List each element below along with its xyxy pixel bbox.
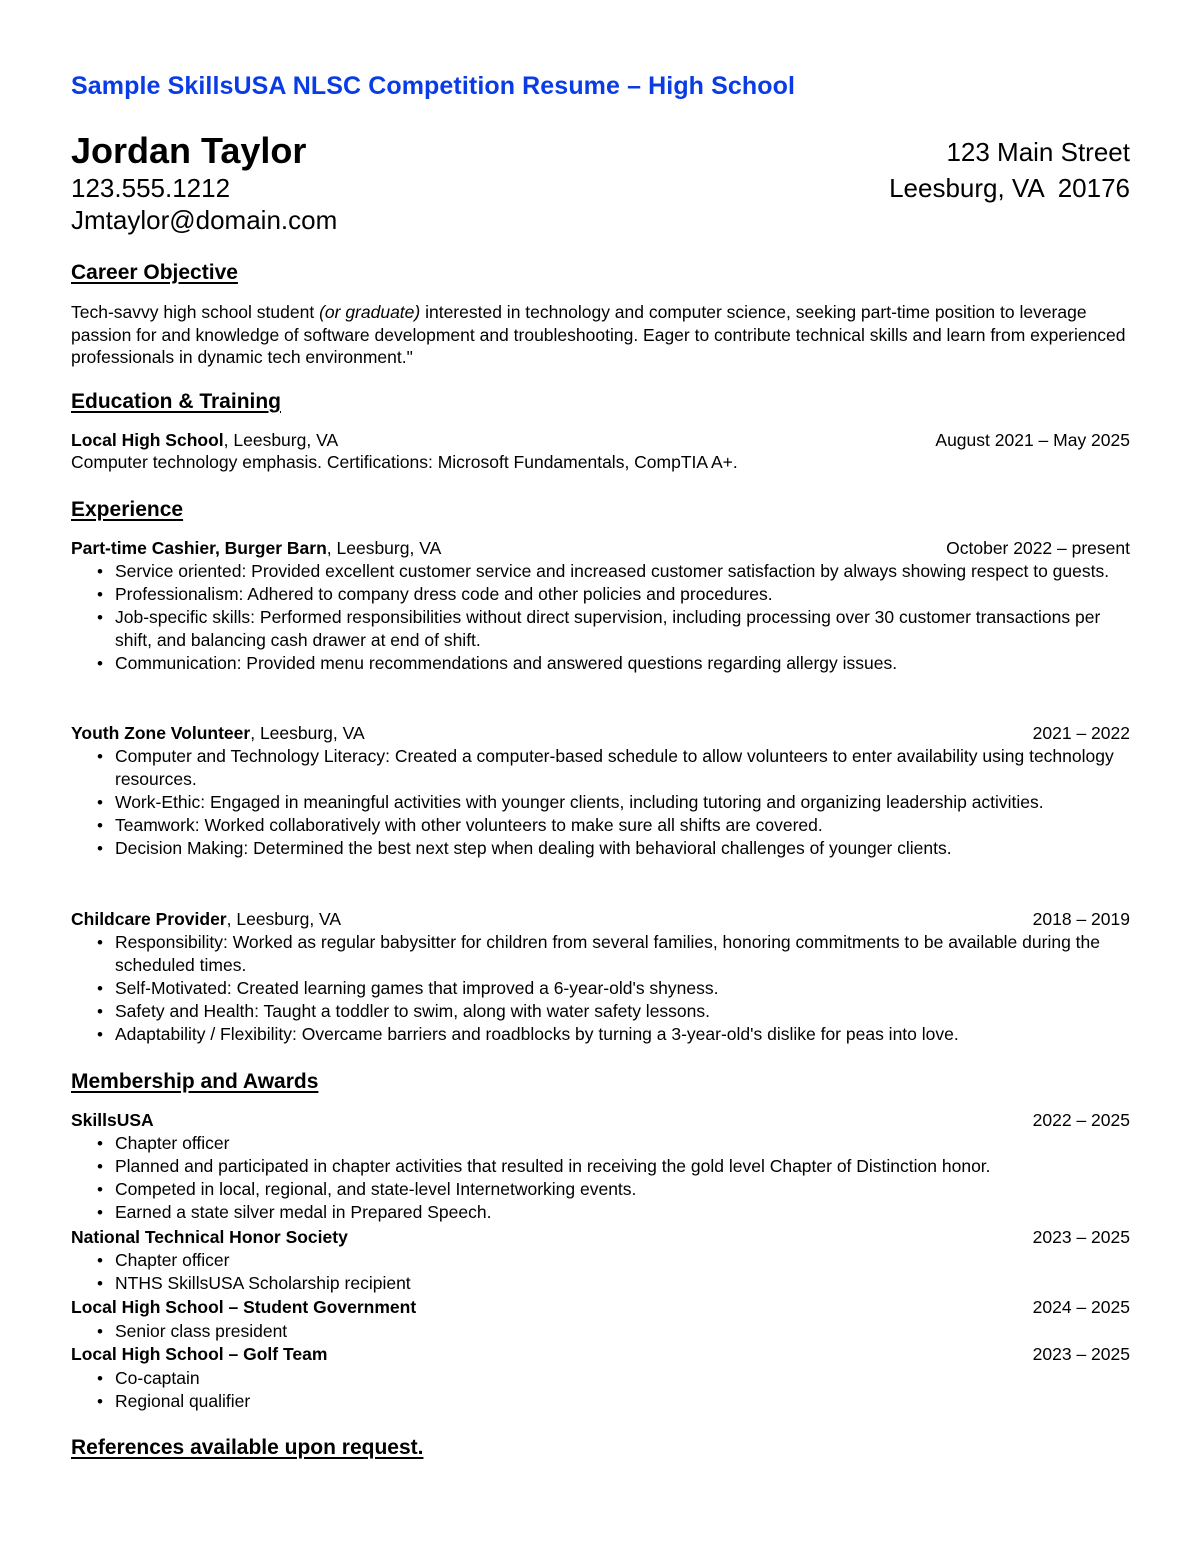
document-title: Sample SkillsUSA NLSC Competition Resume – High School — [71, 72, 796, 100]
list-item: • Teamwork: Worked collaboratively with other volunteers to make sure all shifts are covered. — [93, 814, 1133, 837]
org-row — [71, 1109, 1130, 1131]
org-row — [71, 1296, 1130, 1318]
org-row — [71, 1343, 1130, 1365]
job-row — [71, 908, 1130, 930]
list-item: • Responsibility: Worked as regular babysitter for children from several families, honoring commitments to be available during the scheduled times. — [93, 931, 1133, 977]
list-item: • Earned a state silver medal in Prepared Speech. — [93, 1201, 1133, 1224]
list-item: • Chapter officer — [93, 1132, 1133, 1155]
list-item: • Service oriented: Provided excellent customer service and increased customer satisfaction by always showing respect to guests. — [93, 560, 1133, 583]
list-item: • Co-captain — [93, 1367, 1133, 1390]
list-item: • Self-Motivated: Created learning games that improved a 6-year-old's shyness. — [93, 977, 1133, 1000]
list-item: • Computer and Technology Literacy: Created a computer-based schedule to allow volunteers to enter availability using technology resources. — [93, 745, 1133, 791]
job-bullets — [93, 931, 1133, 1046]
org-dates: 2023 – 2025 — [1032, 1344, 1130, 1364]
objective-text-start: Tech-savvy high school student — [71, 302, 320, 322]
job-title: Youth Zone Volunteer — [71, 723, 251, 743]
list-item: • Regional qualifier — [93, 1390, 1133, 1413]
list-item: • Work-Ethic: Engaged in meaningful activities with younger clients, including tutoring and organizing leadership activities. — [93, 791, 1133, 814]
org-name: Local High School – Golf Team — [71, 1344, 328, 1364]
objective-text-italic: (or graduate) — [319, 302, 421, 322]
education-row — [71, 429, 1130, 451]
objective-text-end: interested in technology and computer science, seeking part-time position to leverage passion for and knowledge of software development and troubleshooting. Eager to contribute technical skills and learn from experienced professionals in dynamic tech environment." — [71, 302, 1126, 367]
list-item: • Chapter officer — [93, 1249, 1133, 1272]
org-bullets — [93, 1132, 1133, 1224]
career-objective-text — [71, 301, 1131, 369]
job-dates: October 2022 – present — [946, 538, 1130, 558]
org-bullets — [93, 1249, 1133, 1295]
applicant-name: Jordan Taylor — [71, 130, 307, 171]
org-row — [71, 1226, 1130, 1248]
list-item: • Decision Making: Determined the best next step when dealing with behavioral challenges of younger clients. — [93, 837, 1133, 860]
org-bullets — [93, 1320, 1133, 1343]
street-address: 123 Main Street — [946, 137, 1130, 167]
org-dates: 2023 – 2025 — [1032, 1227, 1130, 1247]
org-name: SkillsUSA — [71, 1110, 154, 1130]
job-location: , Leesburg, VA — [226, 909, 342, 929]
education-dates: August 2021 – May 2025 — [935, 430, 1130, 450]
school-name: Local High School — [71, 430, 224, 450]
education-heading: Education & Training — [71, 390, 282, 413]
city-state-zip: Leesburg, VA 20176 — [889, 173, 1130, 203]
org-name: Local High School – Student Government — [71, 1297, 417, 1317]
job-title: Childcare Provider — [71, 909, 227, 929]
list-item: • Planned and participated in chapter activities that resulted in receiving the gold level Chapter of Distinction honor. — [93, 1155, 1133, 1178]
job-row — [71, 537, 1130, 559]
org-name: National Technical Honor Society — [71, 1227, 348, 1247]
job-dates: 2021 – 2022 — [1032, 723, 1130, 743]
list-item: • Adaptability / Flexibility: Overcame barriers and roadblocks by turning a 3-year-old's dislike for peas into love. — [93, 1023, 1133, 1046]
education-detail-row — [71, 451, 1130, 473]
email-address: Jmtaylor@domain.com — [71, 205, 338, 235]
org-bullets — [93, 1367, 1133, 1413]
job-row — [71, 722, 1130, 744]
list-item: • Job-specific skills: Performed responsibilities without direct supervision, including processing over 30 customer transactions per shift, and balancing cash drawer at end of shift. — [93, 606, 1133, 652]
job-bullets — [93, 745, 1133, 860]
job-dates: 2018 – 2019 — [1032, 909, 1130, 929]
job-bullets — [93, 560, 1133, 675]
org-dates: 2024 – 2025 — [1032, 1297, 1130, 1317]
list-item: • NTHS SkillsUSA Scholarship recipient — [93, 1272, 1133, 1295]
list-item: • Senior class president — [93, 1320, 1133, 1343]
education-detail: Computer technology emphasis. Certifications: Microsoft Fundamentals, CompTIA A+. — [71, 452, 738, 472]
job-location: , Leesburg, VA — [250, 723, 365, 743]
references-note: References available upon request. — [71, 1436, 424, 1459]
list-item: • Safety and Health: Taught a toddler to swim, along with water safety lessons. — [93, 1000, 1133, 1023]
list-item: • Communication: Provided menu recommendations and answered questions regarding allergy issues. — [93, 652, 1133, 675]
list-item: • Competed in local, regional, and state-level Internetworking events. — [93, 1178, 1133, 1201]
job-location: , Leesburg, VA — [326, 538, 442, 558]
org-dates: 2022 – 2025 — [1032, 1110, 1130, 1130]
memberships-heading: Membership and Awards — [71, 1070, 319, 1093]
list-item: • Professionalism: Adhered to company dress code and other policies and procedures. — [93, 583, 1133, 606]
job-title: Part-time Cashier, Burger Barn — [71, 538, 327, 558]
career-objective-heading: Career Objective — [71, 261, 238, 284]
phone-number: 123.555.1212 — [71, 173, 231, 203]
school-location: , Leesburg, VA — [223, 430, 339, 450]
experience-heading: Experience — [71, 498, 184, 521]
